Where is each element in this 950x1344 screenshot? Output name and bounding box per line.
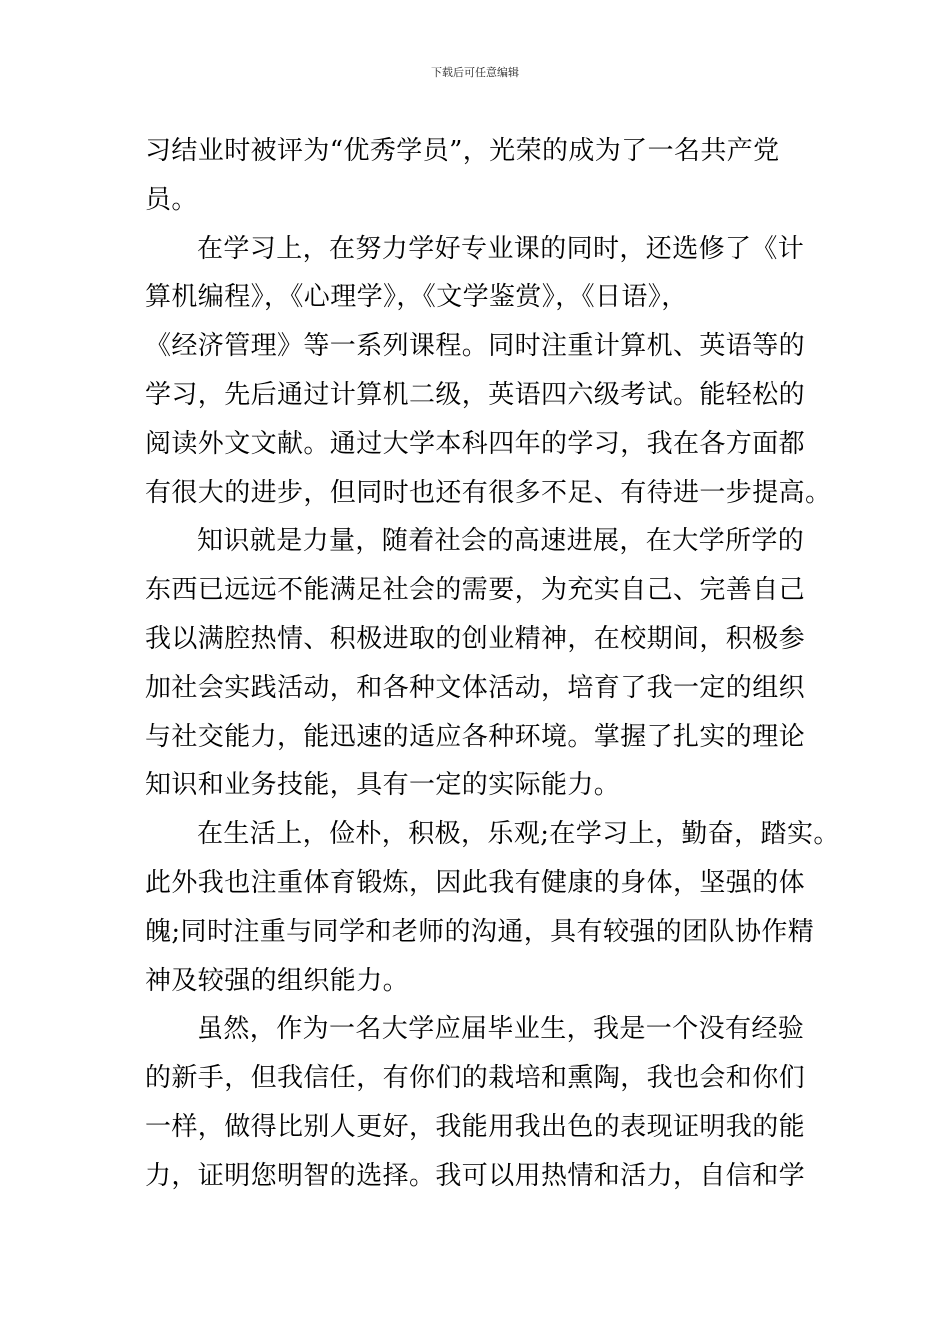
text-line: 习结业时被评为“优秀学员”，光荣的成为了一名共产党	[145, 136, 780, 166]
text-line: 加社会实践活动，和各种文体活动，培育了我一定的组织	[145, 672, 806, 703]
document-body	[145, 127, 840, 1201]
text-line: 《经济管理》等一系列课程。同时注重计算机、英语等的	[145, 331, 806, 362]
text-line: 阅读外文文献。通过大学本科四年的学习，我在各方面都	[145, 428, 806, 459]
text-line: 神及较强的组织能力。	[145, 965, 410, 996]
paragraph-first-line: 虽然，作为一名大学应届毕业生，我是一个没有经验	[197, 1014, 805, 1045]
paragraph-first-line: 在学习上，在努力学好专业课的同时，还选修了《计	[197, 233, 805, 264]
text-line: 算机编程》，《心理学》，《文学鉴赏》，《日语》，	[145, 282, 688, 313]
text-line: 员。	[145, 184, 198, 215]
text-line: 与社交能力，能迅速的适应各种环境。掌握了扎实的理论	[145, 721, 806, 752]
text-line: 有很大的进步，但同时也还有很多不足、有待进一步提高。	[145, 477, 832, 508]
paragraph-first-line: 在生活上，俭朴，积极，乐观;在学习上，勤奋，踏实。	[197, 819, 840, 850]
text-line: 我以满腔热情、积极进取的创业精神，在校期间，积极参	[145, 623, 806, 654]
text-line: 东西已远远不能满足社会的需要，为充实自己、完善自己	[145, 575, 806, 606]
paragraph-first-line: 知识就是力量，随着社会的高速进展，在大学所学的	[197, 526, 805, 557]
text-line: 一样，做得比别人更好，我能用我出色的表现证明我的能	[145, 1111, 806, 1142]
text-line: 知识和业务技能，具有一定的实际能力。	[145, 770, 621, 801]
text-line: 力，证明您明智的选择。我可以用热情和活力，自信和学	[145, 1160, 806, 1191]
page-header: 下载后可任意编辑	[431, 66, 519, 79]
text-line: 学习，先后通过计算机二级，英语四六级考试。能轻松的	[145, 379, 806, 410]
text-line: 魄;同时注重与同学和老师的沟通，具有较强的团队协作精	[145, 916, 815, 947]
text-line: 的新手，但我信任，有你们的栽培和熏陶，我也会和你们	[145, 1063, 806, 1094]
text-line: 此外我也注重体育锻炼，因此我有健康的身体，坚强的体	[145, 867, 806, 898]
